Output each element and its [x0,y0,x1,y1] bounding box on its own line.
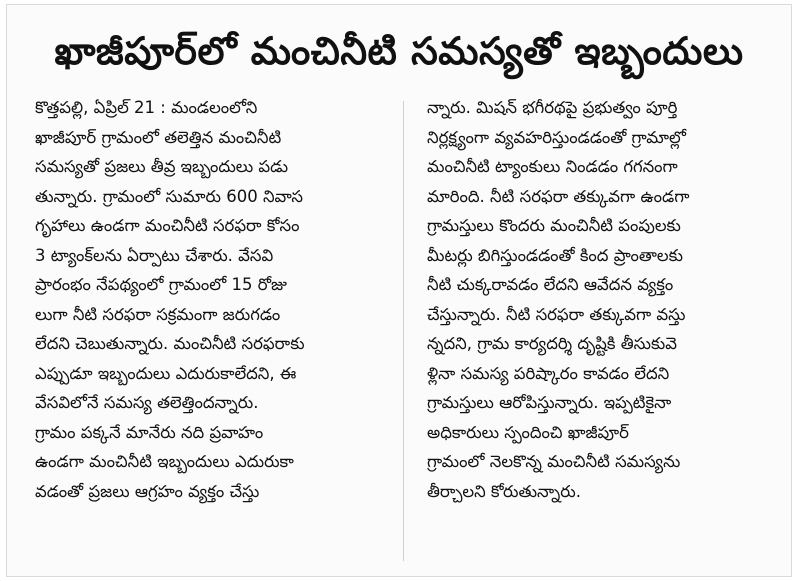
text-line: చేస్తున్నారు. నీటి సరఫరా తక్కువగా వస్తు [427,304,686,324]
text-line: గ్రామస్తులు కొందరు మంచినీటి పంపులకు [427,216,681,235]
text-line: గ్రామంలో నెలకొన్న మంచినీటి సమస్యను [427,452,681,471]
text-line: తున్నారు. గ్రామంలో సుమారు 600 నివాస [35,186,303,206]
newspaper-clipping [6,4,792,577]
text-line: వడంతో ప్రజలు ఆగ్రహం వ్యక్తం చేస్తు [35,481,260,501]
text-line: న్నారు. మిషన్ భగీరథపై ప్రభుత్వం పూర్తి [427,98,678,117]
text-line: న్నదని, గ్రామ కార్యదర్శి దృష్టికి తీసుకువె [427,334,677,353]
text-line: ఖాజీపూర్ గ్రామంలో తలెత్తిన మంచినీటి [35,127,282,147]
text-line: అధికారులు స్పందించి ఖాజీపూర్ [427,422,629,442]
text-line: మంచినీటి ట్యాంకులు నిండడం గగనంగా [427,157,678,176]
text-line: ప్రారంభం నేపథ్యంలో గ్రామంలో 15 రోజు [35,275,287,294]
text-line: లేదని చెబుతున్నారు. మంచినీటి సరఫరాకు [35,334,305,353]
text-line: నీటి చుక్కరావడం లేదని ఆవేదన వ్యక్తం [427,275,674,294]
text-line: 3 ట్యాంక్‌లను ఏర్పాటు చేశారు. వేసవి [35,245,274,265]
text-line: గ్రామస్తులు ఆరోపిస్తున్నారు. ఇప్పటికైనా [427,393,672,412]
text-line: నిర్లక్ష్యంగా వ్యవహరిస్తుండడంతో గ్రామాల్లో [427,127,686,147]
text-line: వేసవిలోనే సమస్య తలెత్తిందన్నారు. [35,393,259,412]
text-line: తీర్చాలని కోరుతున్నారు. [427,481,581,501]
column-divider [403,101,404,561]
text-line: మారింది. నీటి సరఫరా తక్కువగా ఉండగా [427,186,690,206]
article-column-left [35,93,401,506]
text-line: గ్రామం పక్కనే మానేరు నది ప్రవాహం [35,422,264,442]
text-line: ళ్లినా సమస్య పరిష్కారం కావడం లేదని [427,363,670,383]
text-line: ఉండగా మంచినీటి ఇబ్బందులు ఎదురుకా [35,452,294,471]
text-line: లుగా నీటి సరఫరా సక్రమంగా జరుగడం [35,304,281,324]
headline: ఖాజీపూర్‌లో మంచినీటి సమస్యతో ఇబ్బందులు [54,29,744,73]
text-line: సమస్యతో ప్రజలు తీవ్ర ఇబ్బందులు పడు [35,157,289,176]
text-line: మీటర్లు బిగిస్తుండడంతో కింద ప్రాంతాలకు [427,245,683,265]
article-column-right [427,93,793,506]
text-line: గృహాలు ఉండగా మంచినీటి సరఫరా కోసం [35,216,300,235]
text-line: ఎప్పుడూ ఇబ్బందులు ఎదురుకాలేదని, ఈ [35,363,297,383]
text-line: కొత్తపల్లి, ఏప్రిల్ 21 : మండలంలోని [35,98,258,117]
